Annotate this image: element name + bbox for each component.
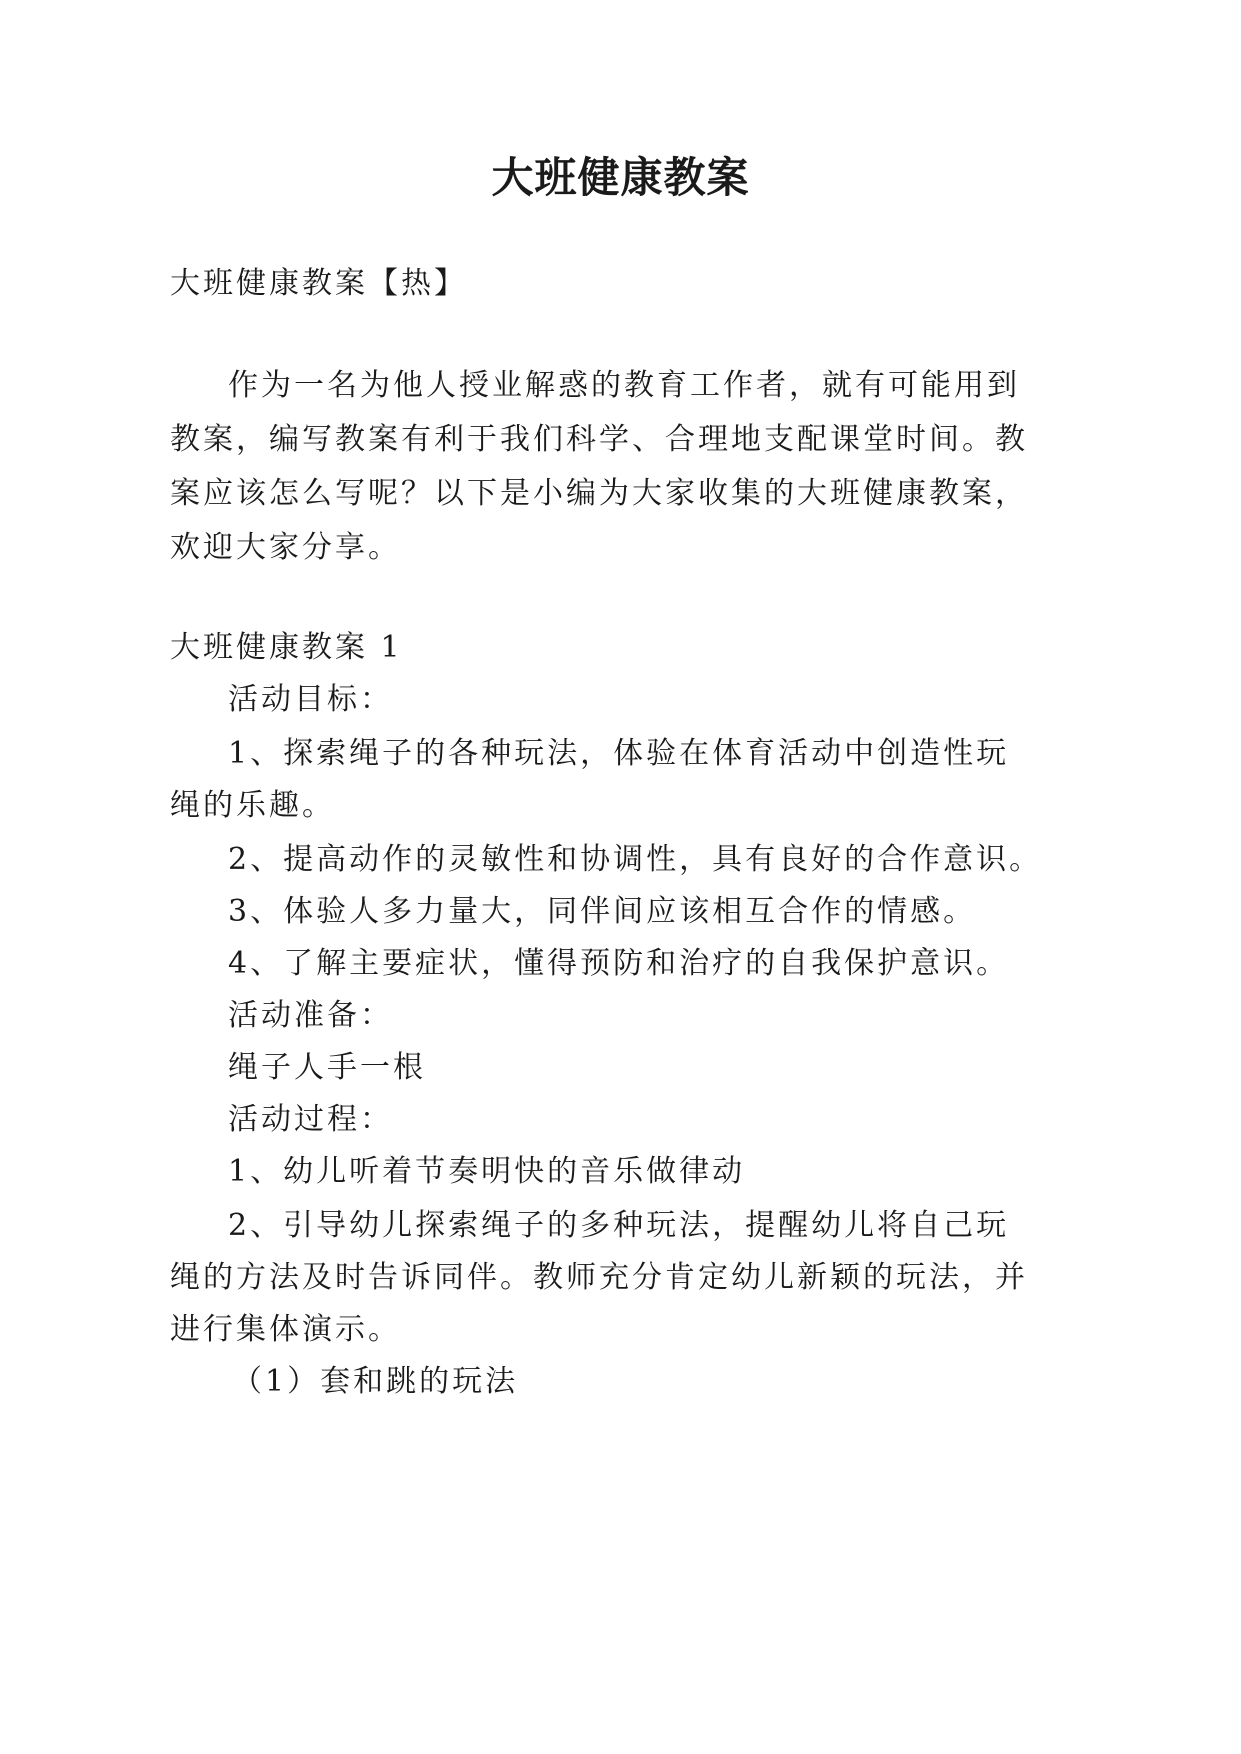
objective-1-line-1: 1、探索绳子的各种玩法，体验在体育活动中创造性玩 [228,736,1010,771]
objective-3: 3、体验人多力量大，同伴间应该相互合作的情感。 [228,894,977,929]
process-2-line-3: 进行集体演示。 [170,1312,401,1347]
objective-1-line-2: 绳的乐趣。 [170,788,335,823]
process-2-line-2: 绳的方法及时告诉同伴。教师充分肯定幼儿新颖的玩法，并 [170,1260,1028,1295]
intro-line-2: 教案，编写教案有利于我们科学、合理地支配课堂时间。教 [170,422,1028,457]
process-1: 1、幼儿听着节奏明快的音乐做律动 [228,1154,746,1189]
process-heading: 活动过程： [228,1102,393,1137]
process-2-sub-1: （1）套和跳的玩法 [232,1364,519,1399]
section-title: 大班健康教案 1 [170,630,403,665]
intro-line-1: 作为一名为他人授业解惑的教育工作者，就有可能用到 [228,368,1020,403]
intro-line-3: 案应该怎么写呢？以下是小编为大家收集的大班健康教案， [170,476,1028,511]
document-title: 大班健康教案 [491,153,750,202]
intro-line-4: 欢迎大家分享。 [170,530,401,565]
preparation-heading: 活动准备： [228,998,393,1033]
objective-2: 2、提高动作的灵敏性和协调性，具有良好的合作意识。 [228,842,1043,877]
objective-4: 4、了解主要症状，懂得预防和治疗的自我保护意识。 [228,946,1010,981]
objectives-heading: 活动目标： [228,682,393,717]
process-2-line-1: 2、引导幼儿探索绳子的多种玩法，提醒幼儿将自己玩 [228,1208,1010,1243]
preparation-item: 绳子人手一根 [228,1050,426,1085]
document-subtitle: 大班健康教案【热】 [170,266,467,301]
